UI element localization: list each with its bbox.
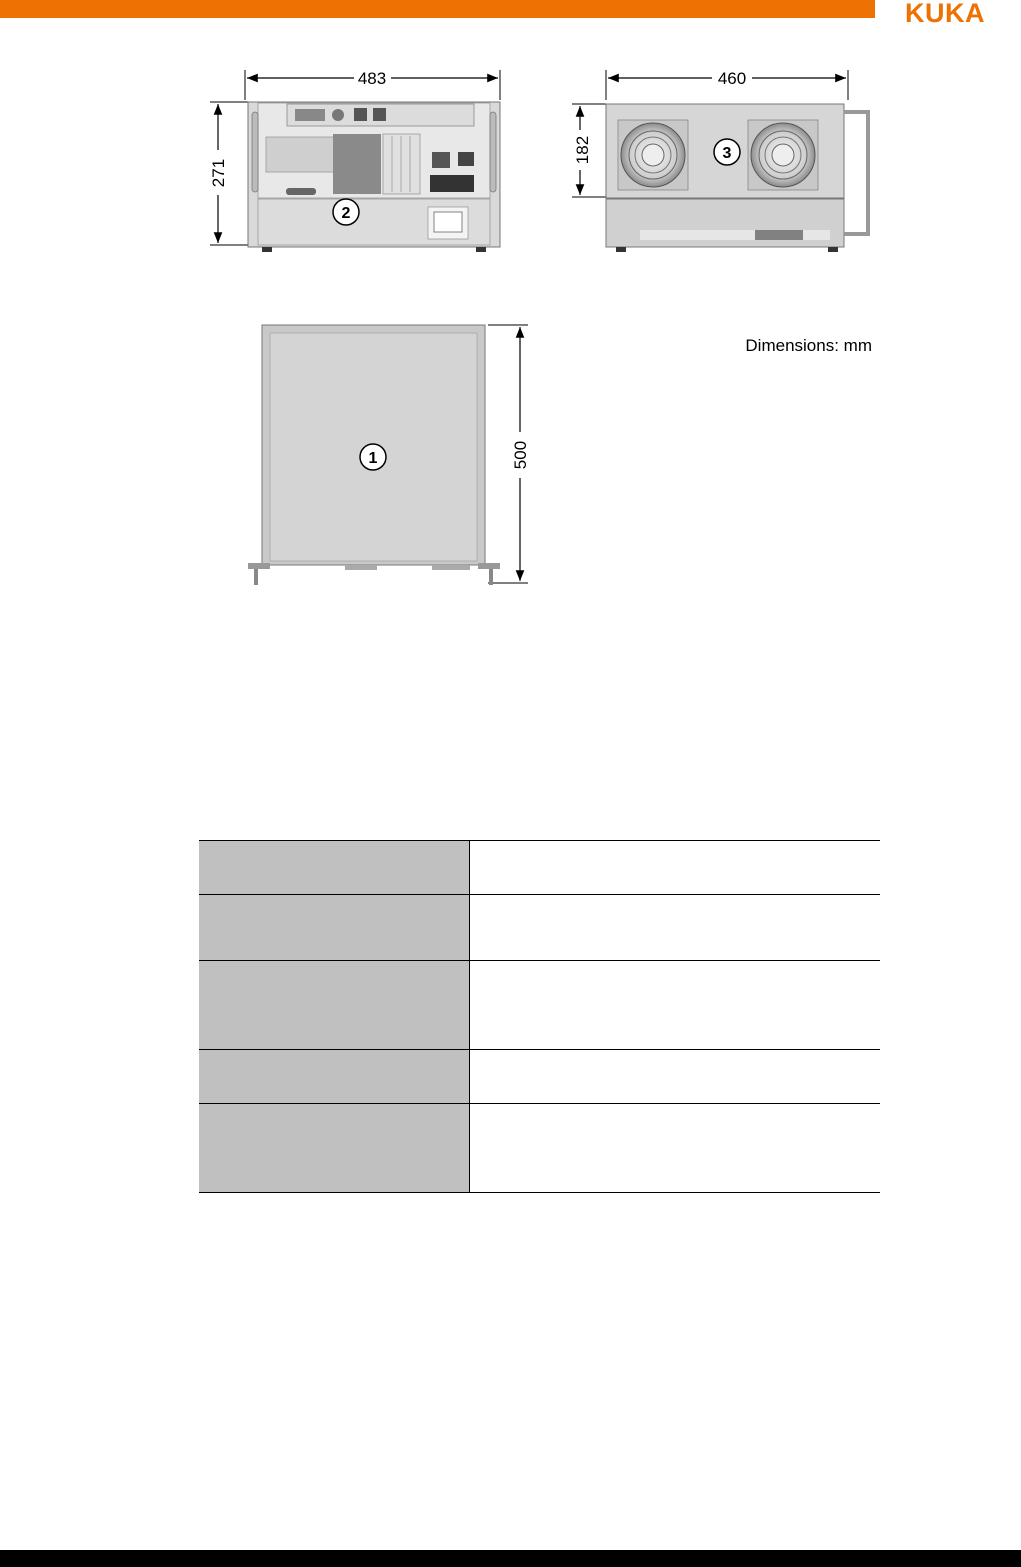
front-height-dimension: 271 (209, 158, 228, 188)
table-key-cell (199, 1104, 470, 1193)
table-row (199, 961, 880, 1050)
table-key-cell (199, 1050, 470, 1104)
units-label: Dimensions: mm (745, 336, 872, 355)
footer-bar (0, 1550, 1021, 1567)
table-key-cell (199, 961, 470, 1050)
front-width-dimension: 483 (357, 69, 387, 88)
table-row (199, 1104, 880, 1193)
callout-2: 2 (341, 205, 351, 222)
spec-table (199, 840, 880, 1193)
table-value-cell (470, 895, 881, 961)
table-value-cell (470, 961, 881, 1050)
table-value-cell (470, 1104, 881, 1193)
table-row (199, 895, 880, 961)
table-key-cell (199, 841, 470, 895)
callout-3: 3 (722, 145, 732, 162)
top-depth-dimension: 500 (511, 440, 530, 470)
table-value-cell (470, 1050, 881, 1104)
table-key-cell (199, 895, 470, 961)
front-view (209, 69, 500, 252)
side-view (572, 69, 868, 252)
side-width-dimension: 460 (717, 69, 747, 88)
kuka-logo: KUKA (905, 0, 985, 28)
top-view (248, 325, 530, 585)
callout-1: 1 (368, 450, 378, 467)
table-value-cell (470, 841, 881, 895)
table-row (199, 1050, 880, 1104)
side-height-dimension: 182 (573, 135, 592, 165)
table-row (199, 841, 880, 895)
